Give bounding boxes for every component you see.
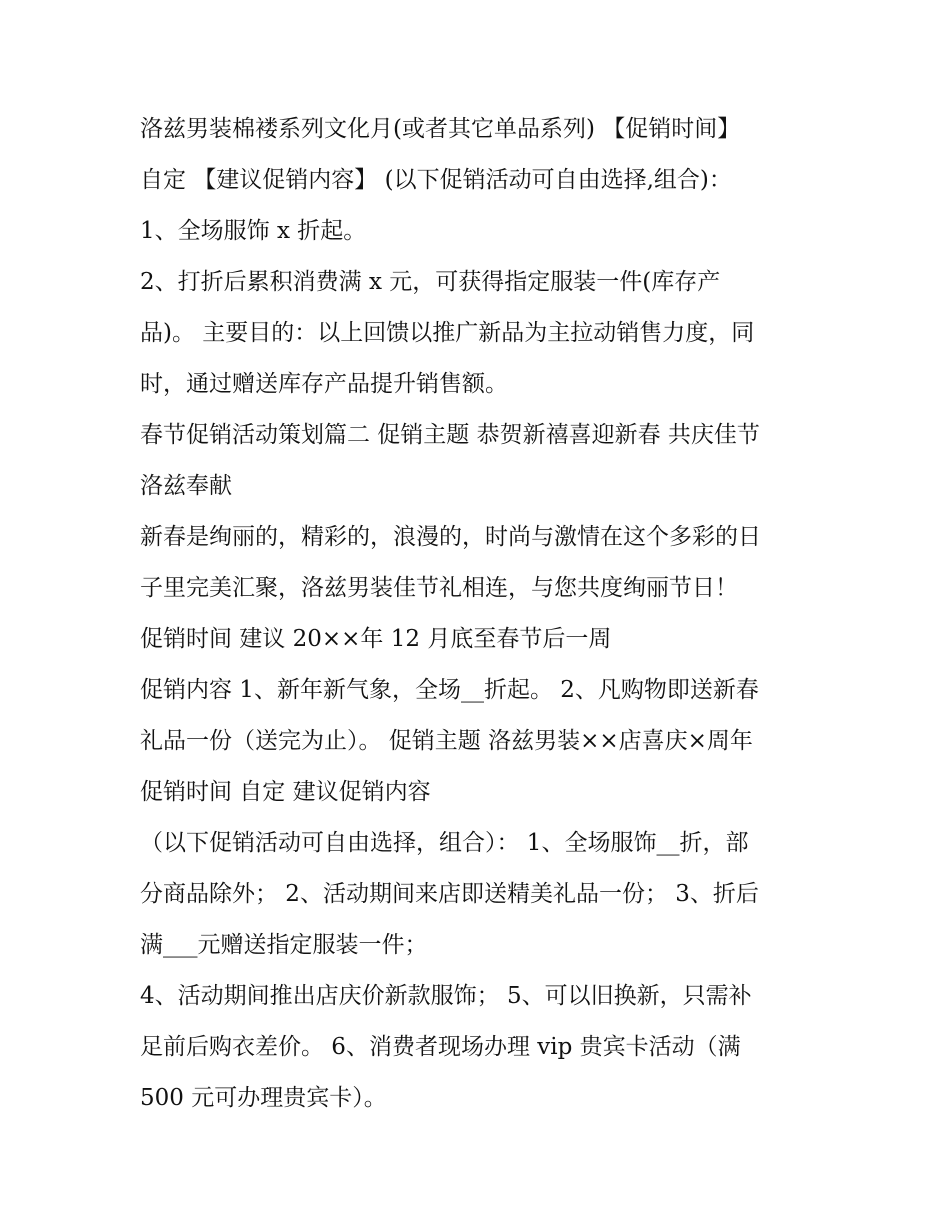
text-line-6: 时，通过赠送库存产品提升销售额。 — [140, 371, 508, 397]
text-line-9: 新春是绚丽的，精彩的，浪漫的，时尚与激情在这个多彩的日 — [140, 524, 761, 550]
text-line-1: 洛兹男装棉褛系列文化月(或者其它单品系列) 【促销时间】 — [140, 116, 741, 142]
text-line-19: 足前后购衣差价。 6、消费者现场办理 vip 贵宾卡活动（满 — [140, 1034, 741, 1060]
text-line-14: 促销时间 自定 建议促销内容 — [140, 779, 431, 805]
text-line-17: 满___元赠送指定服装一件； — [140, 932, 428, 958]
text-line-10: 子里完美汇聚，洛兹男装佳节礼相连，与您共度绚丽节日！ — [140, 575, 738, 601]
text-line-20: 500 元可办理贵宾卡）。 — [140, 1085, 387, 1111]
text-line-4: 2、打折后累积消费满 x 元，可获得指定服装一件(库存产 — [140, 269, 721, 295]
text-line-12: 促销内容 1、新年新气象，全场__折起。 2、凡购物即送新春 — [140, 677, 759, 703]
text-line-5: 品)。 主要目的：以上回馈以推广新品为主拉动销售力度，同 — [140, 320, 755, 346]
text-line-7: 春节促销活动策划篇二 促销主题 恭贺新禧喜迎新春 共庆佳节 — [140, 422, 760, 448]
text-line-18: 4、活动期间推出店庆价新款服饰； 5、可以旧换新，只需补 — [140, 983, 752, 1009]
text-line-3: 1、全场服饰 x 折起。 — [140, 218, 367, 244]
text-line-11: 促销时间 建议 20××年 12 月底至春节后一周 — [140, 626, 612, 652]
text-line-16: 分商品除外； 2、活动期间来店即送精美礼品一份； 3、折后 — [140, 881, 759, 907]
text-line-13: 礼品一份（送完为止）。 促销主题 洛兹男装××店喜庆×周年 — [140, 728, 753, 754]
text-line-2: 自定 【建议促销内容】 (以下促销活动可自由选择,组合)： — [140, 167, 732, 193]
document-body — [140, 104, 820, 1124]
text-line-15: （以下促销活动可自由选择，组合）： 1、全场服饰__折，部 — [140, 830, 749, 856]
text-line-8: 洛兹奉献 — [140, 473, 232, 499]
